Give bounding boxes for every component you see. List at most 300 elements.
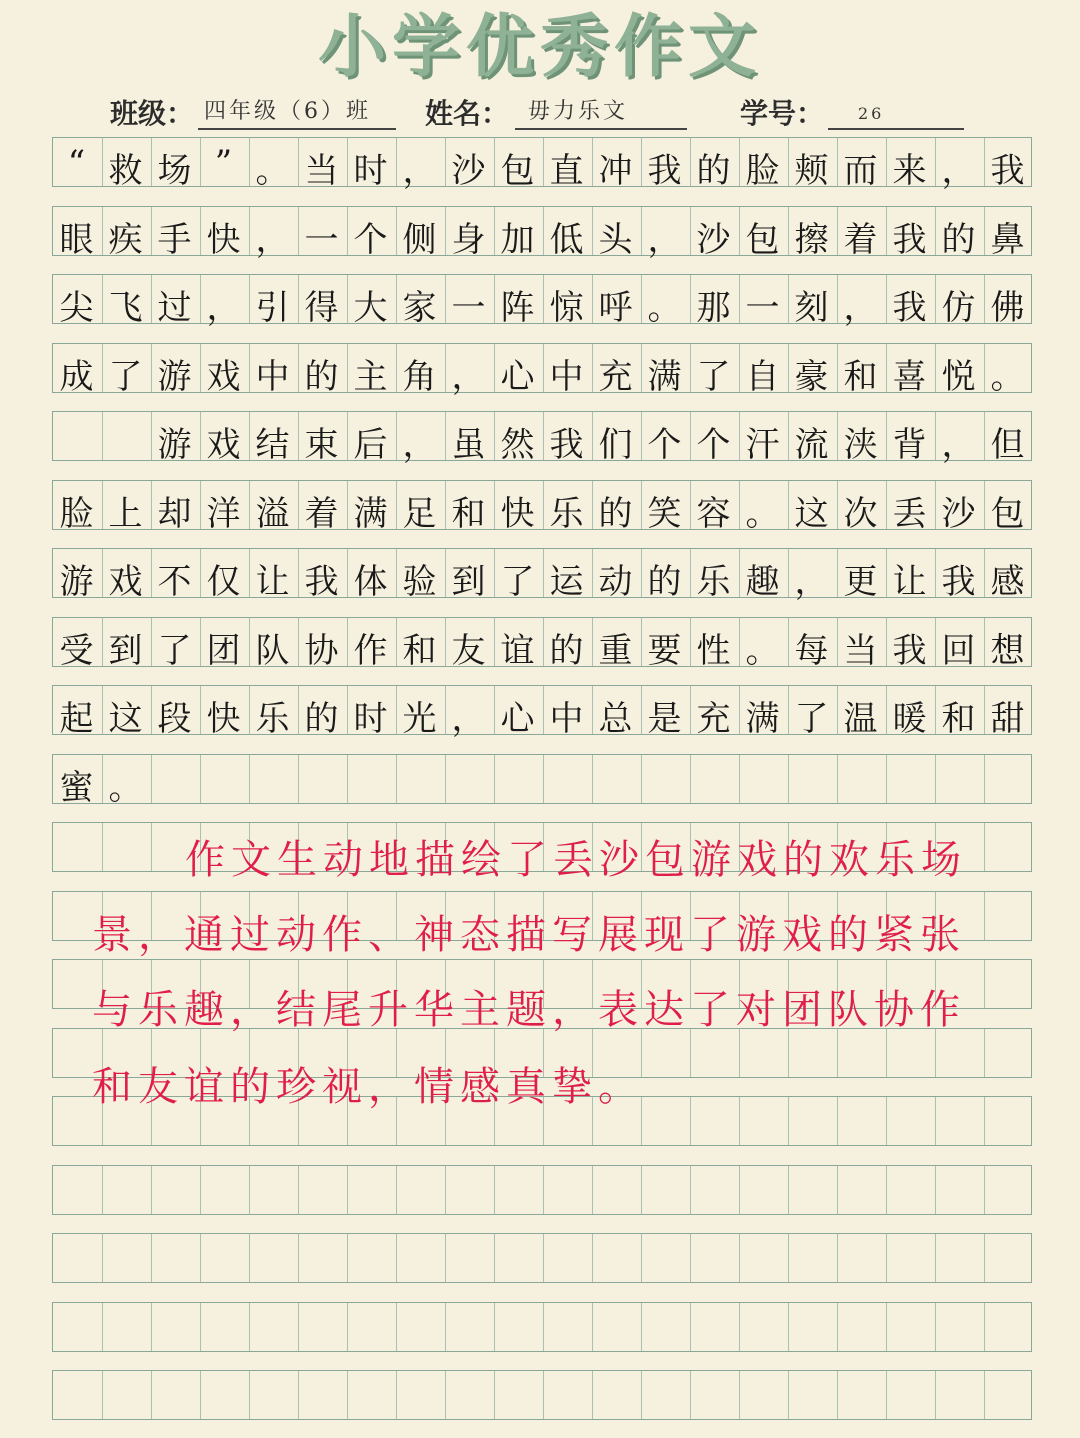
grid-cell-divider	[494, 1234, 495, 1282]
essay-char: 悦	[941, 356, 976, 397]
essay-char: 。	[255, 151, 290, 191]
essay-char: 的	[304, 699, 339, 739]
name-value: 毋力乐文	[528, 99, 629, 124]
grid-cell-divider	[886, 1303, 887, 1351]
essay-line	[52, 554, 1032, 602]
grid-cell-divider	[788, 1097, 789, 1145]
grid-cell-divider	[935, 1303, 936, 1351]
essay-char: 然	[500, 425, 535, 465]
essay-char: 一	[451, 288, 486, 328]
grid-cell-divider	[494, 1166, 495, 1214]
essay-char: 回	[941, 630, 976, 671]
essay-char: 身	[451, 219, 486, 260]
essay-char: 。	[745, 630, 780, 671]
essay-char: 我	[892, 630, 927, 671]
essay-char: 中	[549, 356, 584, 397]
essay-char: 这	[794, 493, 829, 534]
essay-char: 引	[255, 288, 290, 328]
grid-cell-divider	[641, 1303, 642, 1351]
grid-cell-divider	[445, 1166, 446, 1214]
grid-cell-divider	[249, 1371, 250, 1419]
grid-cell-divider	[788, 1371, 789, 1419]
essay-char: 仿	[941, 288, 976, 328]
essay-char: 乐	[255, 699, 290, 739]
essay-char: ，	[843, 288, 878, 328]
essay-char: 。	[745, 493, 780, 534]
grid-cell-divider	[249, 1303, 250, 1351]
essay-char: 不	[157, 562, 192, 602]
grid-cell-divider	[984, 1029, 985, 1077]
essay-char: 浃	[843, 425, 878, 465]
essay-char: 汗	[745, 425, 780, 465]
essay-char: ，	[647, 219, 682, 260]
grid-cell-divider	[788, 1166, 789, 1214]
essay-char: 我	[304, 562, 339, 602]
grid-cell-divider	[151, 1166, 152, 1214]
essay-char: 了	[794, 699, 829, 739]
essay-char: 丢	[892, 493, 927, 534]
essay-char: 要	[647, 630, 682, 671]
essay-char: 虽	[451, 425, 486, 465]
grid-cell-divider	[445, 1234, 446, 1282]
grid-cell-divider	[151, 823, 152, 871]
grid-cell-divider	[984, 1097, 985, 1145]
grid-cell-divider	[886, 1097, 887, 1145]
essay-char: 疾	[108, 219, 143, 260]
essay-char: 和	[451, 493, 486, 534]
essay-char: 。	[647, 288, 682, 328]
grid-cell-divider	[837, 1097, 838, 1145]
essay-char: ，	[402, 151, 437, 191]
grid-cell-divider	[788, 1234, 789, 1282]
grid-cell-divider	[249, 1166, 250, 1214]
essay-char: ，	[941, 151, 976, 191]
essay-char: 家	[402, 288, 437, 328]
essay-char: 每	[794, 630, 829, 671]
essay-char: 那	[696, 288, 731, 328]
grid-cell-divider	[641, 1234, 642, 1282]
essay-char: 趣	[745, 562, 780, 602]
essay-char: 的	[598, 493, 633, 534]
essay-char: 呼	[598, 288, 633, 328]
grid-cell-divider	[690, 1097, 691, 1145]
essay-char: 游	[157, 356, 192, 397]
grid-cell-divider	[200, 1166, 201, 1214]
essay-char: 主	[353, 356, 388, 397]
essay-char: “	[67, 143, 86, 183]
essay-char: 快	[206, 219, 241, 260]
essay-char: 个	[696, 425, 731, 465]
grid-cell-divider	[592, 1303, 593, 1351]
grid-cell-divider	[935, 1097, 936, 1145]
essay-char: 头	[598, 219, 633, 260]
grid-row	[52, 1233, 1032, 1283]
essay-char: 满	[647, 356, 682, 397]
essay-char: 段	[157, 699, 192, 739]
grid-cell-divider	[298, 1371, 299, 1419]
grid-cell-divider	[396, 1234, 397, 1282]
essay-line	[52, 417, 1032, 465]
essay-char: 更	[843, 562, 878, 602]
essay-char: 时	[353, 699, 388, 739]
id-underline	[828, 128, 964, 130]
essay-char: 侧	[402, 219, 437, 260]
grid-cell-divider	[739, 1303, 740, 1351]
essay-char: 沙	[941, 493, 976, 534]
grid-cell-divider	[837, 1371, 838, 1419]
essay-char: 起	[59, 699, 94, 739]
essay-char: 暖	[892, 699, 927, 739]
essay-char: 个	[647, 425, 682, 465]
student-info	[0, 88, 1080, 132]
essay-char: 大	[353, 288, 388, 328]
comment-line: 景，通过动作、神态描写展现了游戏的紧张	[92, 912, 966, 958]
grid-cell-divider	[396, 1371, 397, 1419]
essay-char: 个	[353, 219, 388, 260]
essay-char: 角	[402, 356, 437, 397]
grid-cell-divider	[249, 1234, 250, 1282]
grid-cell-divider	[984, 1303, 985, 1351]
essay-char: ，	[255, 219, 290, 260]
essay-char: 和	[843, 356, 878, 397]
grid-cell-divider	[935, 1029, 936, 1077]
grid-cell-divider	[151, 1303, 152, 1351]
essay-char: 体	[353, 562, 388, 602]
class-value: 四年级（6）班	[204, 99, 371, 124]
grid-cell-divider	[641, 1166, 642, 1214]
essay-char: 让	[255, 562, 290, 602]
essay-char: 性	[696, 630, 731, 671]
essay-char: 乐	[549, 493, 584, 534]
comment-line: 作文生动地描绘了丢沙包游戏的欢乐场	[185, 837, 967, 883]
grid-cell-divider	[739, 1371, 740, 1419]
grid-cell-divider	[788, 1029, 789, 1077]
essay-line	[52, 212, 1032, 260]
essay-char: 佛	[990, 288, 1025, 328]
grid-cell-divider	[739, 1029, 740, 1077]
essay-char: 背	[892, 425, 927, 465]
grid-cell-divider	[886, 1234, 887, 1282]
grid-cell-divider	[641, 1371, 642, 1419]
essay-char: 中	[255, 356, 290, 397]
grid-cell-divider	[200, 1234, 201, 1282]
essay-char: 的	[304, 356, 339, 397]
class-label: 班级：	[110, 97, 195, 130]
grid-cell-divider	[788, 1303, 789, 1351]
grid-cell-divider	[494, 1371, 495, 1419]
grid-row	[52, 1165, 1032, 1215]
essay-char: 我	[549, 425, 584, 465]
essay-char: 了	[157, 630, 192, 671]
essay-char: 中	[549, 699, 584, 739]
grid-cell-divider	[102, 1166, 103, 1214]
grid-cell-divider	[543, 1166, 544, 1214]
essay-char: 次	[843, 493, 878, 534]
grid-cell-divider	[984, 960, 985, 1008]
essay-char: 游	[59, 562, 94, 602]
essay-char: 后	[353, 425, 388, 465]
essay-char: 喜	[892, 356, 927, 397]
essay-char: 洋	[206, 493, 241, 534]
essay-char: 到	[108, 630, 143, 671]
essay-char: 束	[304, 425, 339, 465]
grid-cell-divider	[347, 1303, 348, 1351]
essay-char: 笑	[647, 493, 682, 534]
grid-cell-divider	[935, 1371, 936, 1419]
grid-cell-divider	[984, 1166, 985, 1214]
essay-char: 快	[206, 699, 241, 739]
essay-char: 上	[108, 493, 143, 534]
essay-char: 。	[108, 767, 143, 808]
grid-cell-divider	[102, 1303, 103, 1351]
grid-cell-divider	[984, 1371, 985, 1419]
essay-char: 温	[843, 699, 878, 739]
essay-char: 擦	[794, 219, 829, 260]
grid-cell-divider	[151, 1234, 152, 1282]
essay-char: 让	[892, 562, 927, 602]
essay-char: 我	[892, 219, 927, 260]
essay-line	[52, 623, 1032, 671]
essay-char: 我	[892, 288, 927, 328]
essay-char: 成	[59, 356, 94, 397]
page-title: 小学优秀作文	[317, 8, 762, 87]
grid-cell-divider	[102, 1371, 103, 1419]
essay-line	[52, 691, 1032, 739]
id-value: 26	[858, 104, 885, 123]
essay-char: 惊	[549, 288, 584, 328]
grid-cell-divider	[347, 1371, 348, 1419]
essay-char: 快	[500, 493, 535, 534]
essay-char: 低	[549, 219, 584, 260]
grid-cell-divider	[690, 1166, 691, 1214]
essay-char: ，	[206, 288, 241, 328]
essay-char: 仅	[206, 562, 241, 602]
essay-char: 救	[108, 151, 143, 191]
essay-char: 游	[157, 425, 192, 465]
grid-cell-divider	[396, 1166, 397, 1214]
essay-char: ，	[794, 562, 829, 602]
essay-char: 豪	[794, 356, 829, 397]
essay-char: 受	[59, 630, 94, 671]
essay-char: 到	[451, 562, 486, 602]
grid-cell-divider	[102, 823, 103, 871]
essay-char: 手	[157, 219, 192, 260]
grid-cell-divider	[837, 1029, 838, 1077]
grid-cell-divider	[837, 1166, 838, 1214]
essay-line	[52, 486, 1032, 534]
comment-line: 与乐趣，结尾升华主题，表达了对团队协作	[92, 987, 966, 1033]
grid-cell-divider	[151, 1371, 152, 1419]
essay-char: 加	[500, 219, 535, 260]
essay-char: 重	[598, 630, 633, 671]
essay-char: 我	[941, 562, 976, 602]
essay-char: 满	[745, 699, 780, 739]
essay-char: 飞	[108, 288, 143, 328]
essay-char: 了	[696, 356, 731, 397]
essay-char: 。	[990, 356, 1025, 397]
essay-char: 光	[402, 699, 437, 739]
essay-char: 当	[304, 151, 339, 191]
grid-cell-divider	[200, 1303, 201, 1351]
essay-char: 我	[990, 151, 1025, 191]
essay-char: ”	[214, 143, 233, 183]
essay-char: 戏	[206, 425, 241, 465]
essay-char: 一	[304, 219, 339, 260]
grid-cell-divider	[592, 1371, 593, 1419]
essay-char: 协	[304, 630, 339, 671]
essay-line	[52, 349, 1032, 397]
essay-char: 着	[304, 493, 339, 534]
essay-char: 脸	[59, 493, 94, 534]
essay-char: 乐	[696, 562, 731, 602]
essay-char: 心	[500, 356, 535, 397]
essay-char: 满	[353, 493, 388, 534]
grid-cell-divider	[739, 1166, 740, 1214]
essay-char: 却	[157, 493, 192, 534]
grid-cell-divider	[445, 1303, 446, 1351]
essay-char: 颊	[794, 151, 829, 191]
essay-char: 我	[647, 151, 682, 191]
name-label: 姓名：	[425, 97, 510, 130]
grid-cell-divider	[347, 1234, 348, 1282]
grid-cell-divider	[102, 1234, 103, 1282]
essay-char: 阵	[500, 288, 535, 328]
essay-char: ，	[941, 425, 976, 465]
essay-char: ，	[402, 425, 437, 465]
grid-cell-divider	[396, 1303, 397, 1351]
grid-cell-divider	[886, 1371, 887, 1419]
grid-cell-divider	[200, 1371, 201, 1419]
essay-char: 得	[304, 288, 339, 328]
grid-cell-divider	[886, 1166, 887, 1214]
essay-char: 充	[598, 356, 633, 397]
grid-cell-divider	[886, 1029, 887, 1077]
essay-char: 鼻	[990, 219, 1025, 260]
essay-char: 作	[353, 630, 388, 671]
essay-char: 总	[598, 699, 633, 739]
class-underline	[198, 128, 396, 130]
essay-char: 流	[794, 425, 829, 465]
essay-char: 感	[990, 562, 1025, 602]
essay-char: 蜜	[59, 767, 94, 808]
essay-char: 了	[108, 356, 143, 397]
essay-char: 冲	[598, 151, 633, 191]
name-underline	[515, 128, 687, 130]
essay-char: 和	[941, 699, 976, 739]
grid-cell-divider	[445, 1371, 446, 1419]
essay-char: 谊	[500, 630, 535, 671]
essay-line	[52, 280, 1032, 328]
grid-cell-divider	[739, 1234, 740, 1282]
grid-cell-divider	[690, 1303, 691, 1351]
essay-char: 了	[500, 562, 535, 602]
essay-char: 运	[549, 562, 584, 602]
grid-cell-divider	[543, 1371, 544, 1419]
essay-char: 的	[549, 630, 584, 671]
essay-char: ，	[451, 699, 486, 739]
essay-char: 是	[647, 699, 682, 739]
essay-char: 尖	[59, 288, 94, 328]
essay-char: 这	[108, 699, 143, 739]
grid-cell-divider	[690, 1371, 691, 1419]
essay-char: 直	[549, 151, 584, 191]
essay-char: 沙	[696, 219, 731, 260]
essay-char: 但	[990, 425, 1025, 465]
essay-line	[52, 143, 1032, 191]
essay-char: 结	[255, 425, 290, 465]
grid-cell-divider	[935, 1166, 936, 1214]
essay-char: 的	[647, 562, 682, 602]
grid-cell-divider	[690, 1029, 691, 1077]
essay-char: 容	[696, 493, 731, 534]
grid-row	[52, 1302, 1032, 1352]
grid-cell-divider	[984, 892, 985, 940]
essay-line	[52, 760, 1032, 808]
grid-cell-divider	[298, 1234, 299, 1282]
essay-char: 刻	[794, 288, 829, 328]
essay-char: 的	[941, 219, 976, 260]
essay-char: 戏	[206, 356, 241, 397]
grid-cell-divider	[347, 1166, 348, 1214]
essay-char: 包	[990, 493, 1025, 534]
essay-char: 场	[157, 151, 192, 191]
essay-char: 和	[402, 630, 437, 671]
grid-cell-divider	[543, 1234, 544, 1282]
essay-char: ，	[451, 356, 486, 397]
essay-char: 时	[353, 151, 388, 191]
essay-char: 验	[402, 562, 437, 602]
essay-char: 们	[598, 425, 633, 465]
grid-cell-divider	[298, 1303, 299, 1351]
essay-char: 来	[892, 151, 927, 191]
comment-line: 和友谊的珍视，情感真挚。	[92, 1064, 644, 1110]
grid-cell-divider	[494, 1303, 495, 1351]
essay-char: 过	[157, 288, 192, 328]
grid-cell-divider	[543, 1303, 544, 1351]
id-label: 学号：	[740, 97, 825, 130]
essay-char: 戏	[108, 562, 143, 602]
grid-cell-divider	[837, 1234, 838, 1282]
grid-cell-divider	[592, 1234, 593, 1282]
essay-char: 友	[451, 630, 486, 671]
essay-char: 想	[990, 630, 1025, 671]
grid-cell-divider	[739, 1097, 740, 1145]
essay-char: 队	[255, 630, 290, 671]
essay-char: 甜	[990, 699, 1025, 739]
grid-cell-divider	[592, 1166, 593, 1214]
grid-cell-divider	[984, 823, 985, 871]
essay-char: 动	[598, 562, 633, 602]
essay-char: 沙	[451, 151, 486, 191]
essay-char: 团	[206, 630, 241, 671]
essay-char: 当	[843, 630, 878, 671]
essay-char: 着	[843, 219, 878, 260]
essay-char: 溢	[255, 493, 290, 534]
essay-char: 自	[745, 356, 780, 397]
essay-char: 而	[843, 151, 878, 191]
grid-cell-divider	[690, 1234, 691, 1282]
grid-cell-divider	[935, 1234, 936, 1282]
essay-char: 包	[745, 219, 780, 260]
essay-char: 一	[745, 288, 780, 328]
essay-char: 足	[402, 493, 437, 534]
essay-char: 包	[500, 151, 535, 191]
grid-cell-divider	[837, 1303, 838, 1351]
grid-cell-divider	[984, 1234, 985, 1282]
essay-char: 充	[696, 699, 731, 739]
grid-row	[52, 1370, 1032, 1420]
essay-char: 心	[500, 699, 535, 739]
